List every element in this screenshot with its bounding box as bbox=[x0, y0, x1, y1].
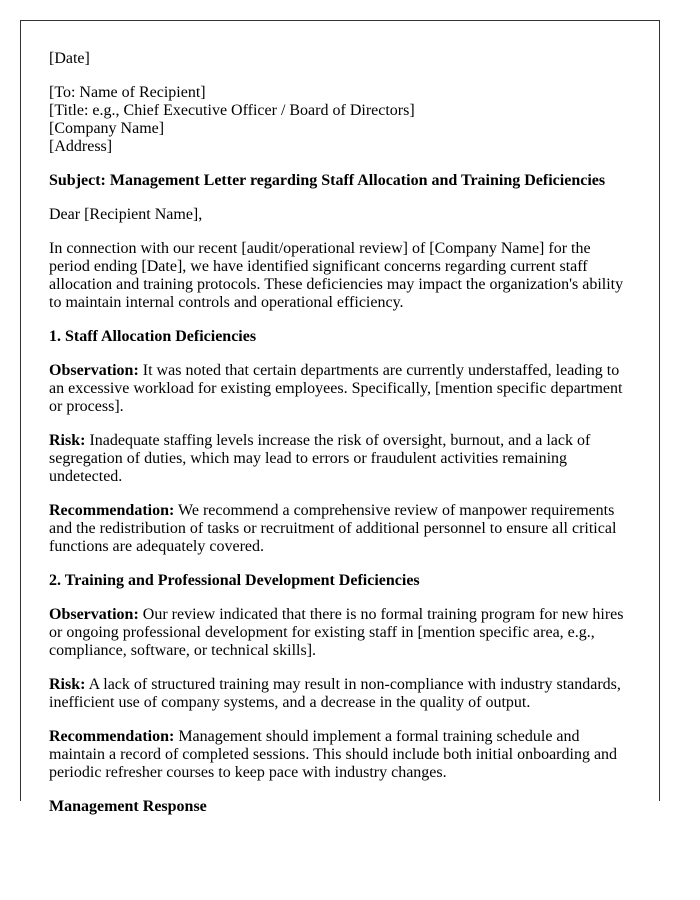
letter-document bbox=[20, 20, 660, 815]
recipient-address: [Address] bbox=[49, 138, 113, 155]
letter-salutation: Dear [Recipient Name], bbox=[49, 206, 203, 223]
section-1-risk bbox=[49, 432, 634, 486]
intro-paragraph: In connection with our recent [audit/operational review] of [Company Name] for the period ending [Date], we have identified significant concerns regarding current staff allocation and training protocols. These deficiencies may impact the organization's ability to maintain internal controls and operational efficiency. bbox=[49, 240, 624, 311]
section-1-recommendation bbox=[49, 502, 634, 556]
section-heading-management-response: Management Response bbox=[49, 798, 207, 815]
recommendation-label: Recommendation: bbox=[49, 728, 175, 745]
letter-subject: Subject: Management Letter regarding Staff Allocation and Training Deficiencies bbox=[49, 172, 606, 189]
risk-label: Risk: bbox=[49, 676, 86, 693]
observation-text: Our review indicated that there is no formal training program for new hires or ongoing professional development for existing staff in [mention specific area, e.g., compliance, software, or technical skills]. bbox=[49, 606, 624, 659]
recipient-address-block bbox=[49, 84, 634, 156]
section-1-observation bbox=[49, 362, 634, 416]
recipient-company: [Company Name] bbox=[49, 120, 165, 137]
recommendation-label: Recommendation: bbox=[49, 502, 175, 519]
observation-label: Observation: bbox=[49, 362, 139, 379]
section-heading-training: 2. Training and Professional Development Deficiencies bbox=[49, 572, 420, 589]
section-heading-staff-allocation: 1. Staff Allocation Deficiencies bbox=[49, 328, 257, 345]
risk-text: A lack of structured training may result in non-compliance with industry standards, inefficient use of company systems, and a decrease in the quality of output. bbox=[49, 676, 621, 711]
recommendation-text: Management should implement a formal training schedule and maintain a record of completed sessions. This should include both initial onboarding and periodic refresher courses to keep pace with industry changes. bbox=[49, 728, 618, 781]
section-2-recommendation bbox=[49, 728, 634, 782]
risk-label: Risk: bbox=[49, 432, 86, 449]
recipient-name: [To: Name of Recipient] bbox=[49, 84, 206, 101]
letter-date: [Date] bbox=[49, 50, 90, 67]
letter-body bbox=[49, 50, 634, 832]
risk-text: Inadequate staffing levels increase the risk of oversight, burnout, and a lack of segregation of duties, which may lead to errors or fraudulent activities remaining undetected. bbox=[49, 432, 591, 485]
section-2-observation bbox=[49, 606, 634, 660]
observation-label: Observation: bbox=[49, 606, 139, 623]
recipient-title: [Title: e.g., Chief Executive Officer / Board of Directors] bbox=[49, 102, 415, 119]
observation-text: It was noted that certain departments are currently understaffed, leading to an excessive workload for existing employees. Specifically, [mention specific department or process]. bbox=[49, 362, 623, 415]
section-2-risk bbox=[49, 676, 634, 712]
recommendation-text: We recommend a comprehensive review of manpower requirements and the redistribution of tasks or recruitment of additional personnel to ensure all critical functions are adequately covered. bbox=[49, 502, 617, 555]
